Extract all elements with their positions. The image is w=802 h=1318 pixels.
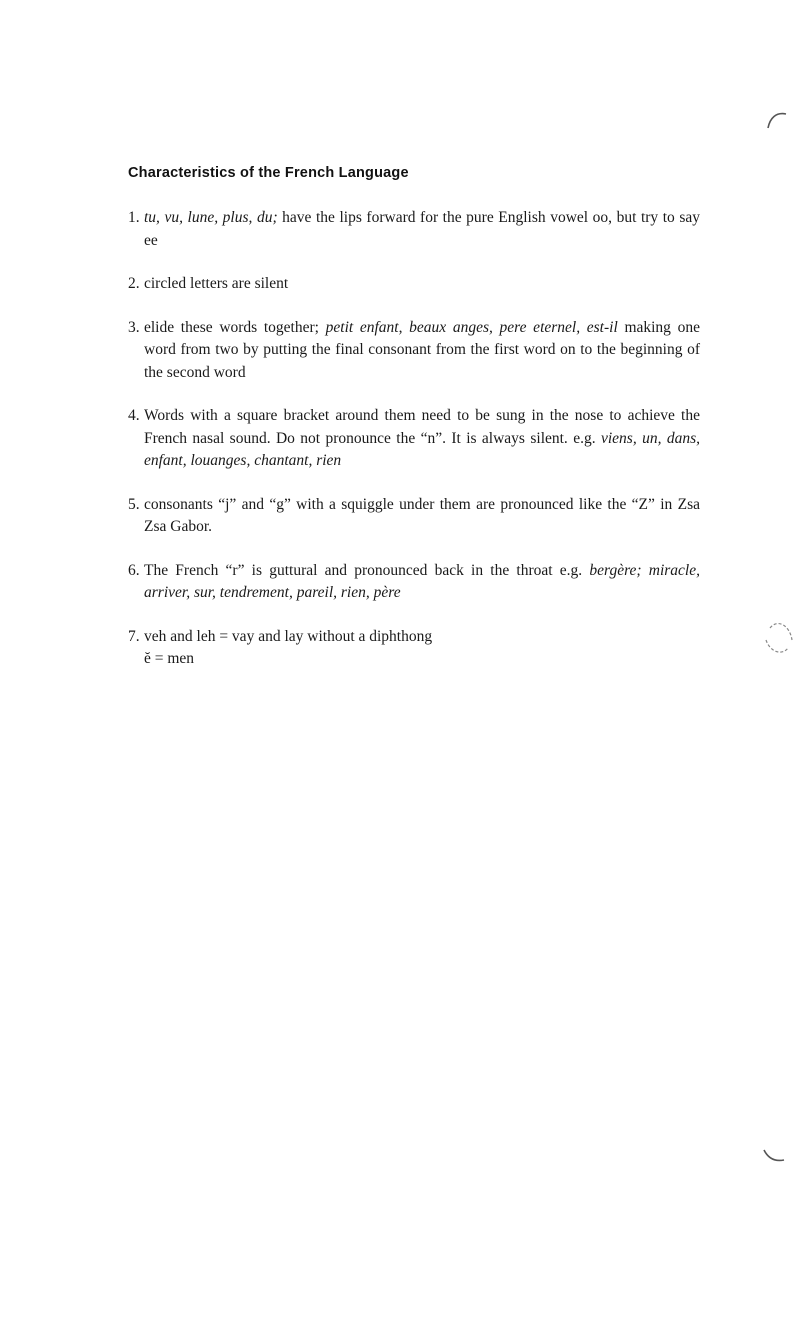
list-item [128, 560, 700, 605]
list-item [128, 405, 700, 473]
example-words: tu, vu, lune, plus, du; [144, 209, 278, 226]
item-number: 2. [128, 275, 140, 292]
item-description: have the lips forward for the pure English vowel oo, but try to say ee [144, 209, 700, 249]
list-item [128, 207, 700, 252]
item-number: 6. [128, 561, 140, 579]
list-item [128, 494, 700, 539]
item-text [144, 405, 700, 473]
list-item [128, 626, 700, 671]
document-title: Characteristics of the French Language [128, 165, 409, 181]
item-description: The French “r” is guttural and pronounced back in the throat e.g. [144, 561, 590, 579]
item-text [144, 207, 700, 252]
item-number: 7. [128, 627, 140, 645]
item-number: 5. [128, 495, 140, 513]
hole-punch-mark [766, 624, 792, 653]
characteristics-list [128, 207, 700, 692]
item-number: 3. [128, 318, 140, 336]
item-number: 4. [128, 407, 140, 424]
item-description: elide these words together; [144, 318, 326, 336]
item-text: circled letters are silent [144, 275, 289, 292]
item-line-1: veh and leh = vay and lay without a diphthong [144, 627, 433, 645]
list-item [128, 317, 700, 385]
corner-mark-bottom [764, 1150, 784, 1161]
list-item [128, 273, 700, 296]
example-words: petit enfant, beaux anges, pere eternel, est-il [325, 318, 618, 336]
item-description: Words with a square bracket around them need to be sung in the nose to achieve the French nasal sound. Do not pronounce the “n”. It is always silent. e.g. [144, 407, 700, 447]
item-description-continued: making one word from two by putting the final consonant from the first word on to the beginning of the second word [144, 318, 700, 381]
item-text [144, 626, 700, 671]
example-words: viens, un, dans, enfant, louanges, chantant, rien [144, 429, 700, 469]
item-text [144, 560, 700, 605]
item-number: 1. [128, 209, 140, 226]
example-words: bergère; miracle, arriver, sur, tendrement, pareil, rien, père [144, 561, 700, 601]
corner-mark-top [768, 114, 786, 128]
item-text [144, 317, 700, 385]
item-text: consonants “j” and “g” with a squiggle under them are pronounced like the “Z” in Zsa Zsa Gabor. [144, 495, 700, 535]
item-line-2: ĕ = men [144, 650, 195, 667]
